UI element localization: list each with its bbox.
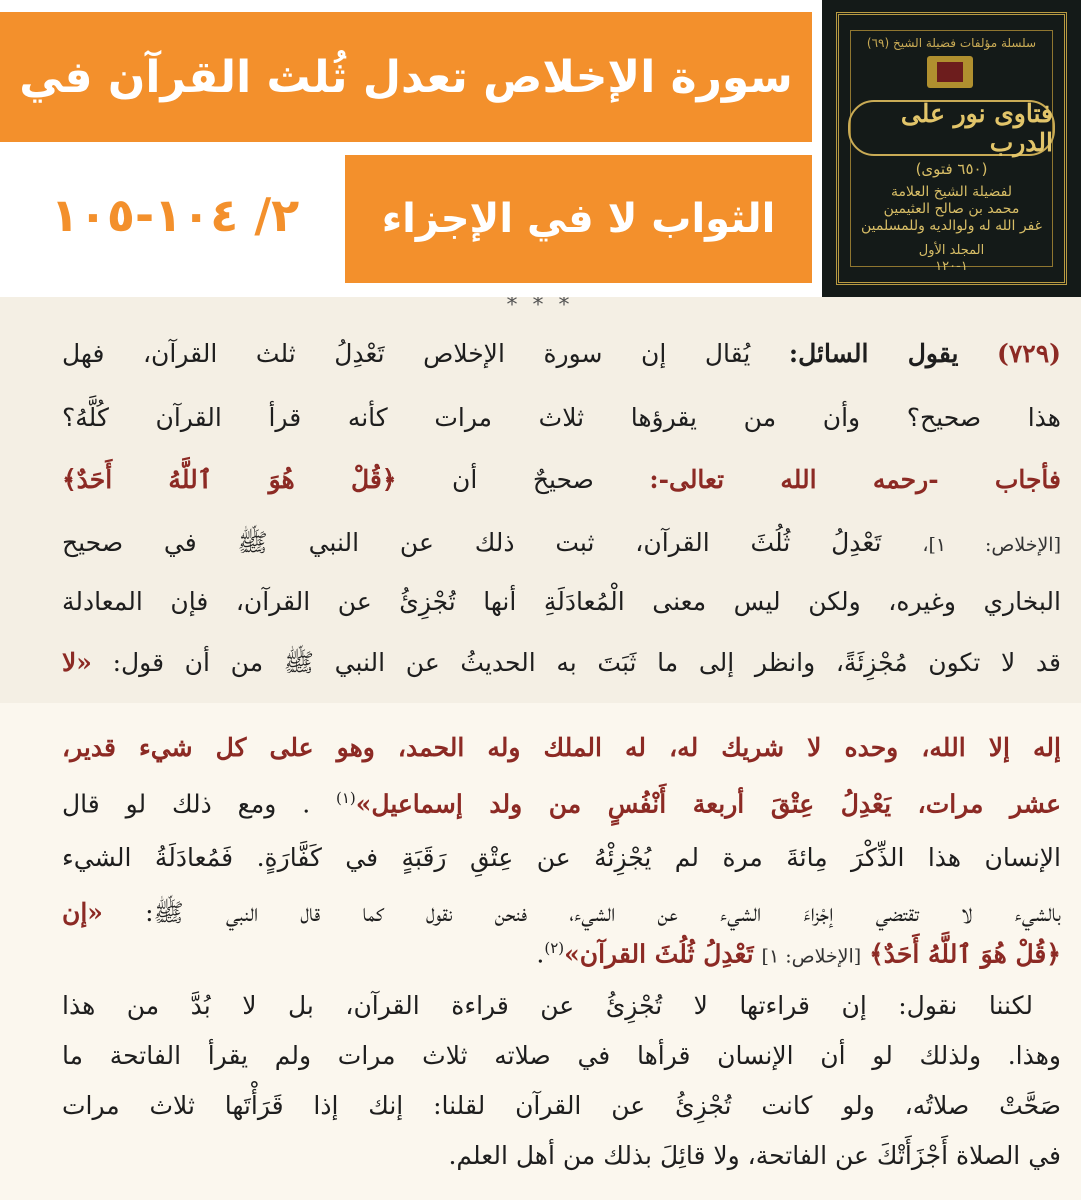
book-emblem-icon [927,56,973,88]
title-line1-text: سورة الإخلاص تعدل ثُلث القرآن في [19,51,793,103]
paragraph-line-8: صَحَّتْ صلاتُه، ولو كانت تُجْزِئُ عن القرآن لقلنا: إنك إذا قَرَأْتَها ثلاث مرات [62,1091,1061,1120]
book-volume-label: المجلد الأول [918,243,985,258]
book-cover-image [822,0,1081,297]
answer-line-1 [62,465,1061,494]
question-asker: يقول السائل: [788,339,959,368]
footnote-1: (١) [336,789,356,807]
question-line-1 [62,339,1061,368]
footnote-2: (٢) [544,939,565,957]
book-series: سلسلة مؤلفات فضيلة الشيخ (٦٩) [866,36,1037,50]
answer-text-2: تَعْدِلُ ثُلُثَ القرآن، ثبت ذلك عن النبي ﷺ في صحيح [62,528,882,557]
book-fatwa-count: (٦٥٠ فتوى) [915,160,988,178]
book-volume-range: ١-١٢٠ [935,259,968,274]
title-banner-line1 [0,12,812,142]
answer-line-4 [62,647,1061,684]
book-author-line1: لفضيلة الشيخ العلامة [891,184,1012,200]
title-line2-text: الثواب لا في الإجزاء [381,196,776,242]
answer-verse: ﴿قُلْ هُوَ ٱللَّهُ أَحَدٌ﴾ [62,465,397,494]
hadith-quote-start: «إن [62,898,103,927]
separator-stars: * * * [506,297,574,318]
book-author-line2: محمد بن صالح العثيمين [883,201,1020,217]
book-page-photo-2 [0,703,1081,1200]
hadith-line-1: إله إلا الله، وحده لا شريك له، له الملك وله الحمد، وهو على كل شيء قدير، [62,733,1061,762]
question-number: (٧٢٩) [997,339,1061,368]
answer-quran-ref: [الإخلاص: ١]، [922,534,1062,556]
paragraph-line-7: وهذا. ولذلك لو أن الإنسان قرأها في صلاته ثلاث مرات ولم يقرأ الفاتحة ما [62,1041,1061,1070]
answer-line-3: البخاري وغيره، ولكن ليس معنى الْمُعادَلَةِ أنها تُجْزِئُ عن القرآن، فإن المعادلة [62,587,1061,616]
book-author-line3: غفر الله له ولوالديه وللمسلمين [860,218,1042,234]
answer-line-2 [62,527,1061,564]
paragraph-line-5 [62,939,1061,968]
hadith-line-2 [62,789,1061,818]
answer-text-4: قد لا تكون مُجْزِئَةً، وانظر إلى ما ثَبَتَ به الحديثُ عن النبي ﷺ من أن قول: [112,648,1061,677]
answer-quote-start: «لا [62,648,92,677]
verse-ikhlas: ﴿قُلْ هُوَ ٱللَّهُ أَحَدٌ﴾ [869,939,1061,969]
quran-ref-ikhlas: [الإخلاص: ١] [761,945,862,968]
paragraph-line-3: الإنسان هذا الذِّكْرَ مِائةَ مرة لم يُجْزِئْهُ عن عِتْقِ رَقَبَةٍ في كَفَّارَةٍ. فَمُعادَلَةُ الشيء [62,843,1061,872]
title-banner-line2 [345,155,812,283]
paragraph-line-9: في الصلاة أَجْزَأَتْكَ عن الفاتحة، ولا قائِلَ بذلك من أهل العلم. [448,1141,1061,1170]
book-title: فتاوى نور على الدرب [848,100,1055,156]
book-author [852,184,1051,235]
question-text-1: يُقال إن سورة الإخلاص تَعْدِلُ ثلث القرآن، فهل [62,339,751,368]
answer-sahih: صحيحٌ أن [452,465,594,494]
question-line-2: هذا صحيح؟ وأن من يقرؤها ثلاث مرات كأنه قرأ القرآن كُلَّهُ؟ [62,403,1061,432]
answer-intro: فأجاب -رحمه الله تعالى-: [649,465,1062,494]
hadith-text-2: عشر مرات، يَعْدِلُ عِتْقَ أربعة أَنْفُسٍ من ولد إسماعيل» [355,789,1061,819]
paragraph-end-5: . [536,939,545,969]
paragraph-text-4: بالشيء لا تقتضي إجْزاءَ الشيء عن الشيء، فنحن نقول كما قال النبي ﷺ: [145,898,1061,927]
paragraph-text-2: . ومع ذلك لو قال [62,789,311,819]
volume-page-reference: ٢/ ١٠٤-١٠٥ [50,188,300,242]
hadith-text-5: تَعْدِلُ ثُلُثَ القرآن» [564,939,754,969]
paragraph-line-6: لكننا نقول: إن قراءتها لا تُجْزِئُ عن قراءة القرآن، بل لا بُدَّ من هذا [62,991,1033,1020]
book-page-photo-1 [0,297,1081,703]
book-volume [852,243,1051,275]
paragraph-line-4 [62,897,1061,934]
